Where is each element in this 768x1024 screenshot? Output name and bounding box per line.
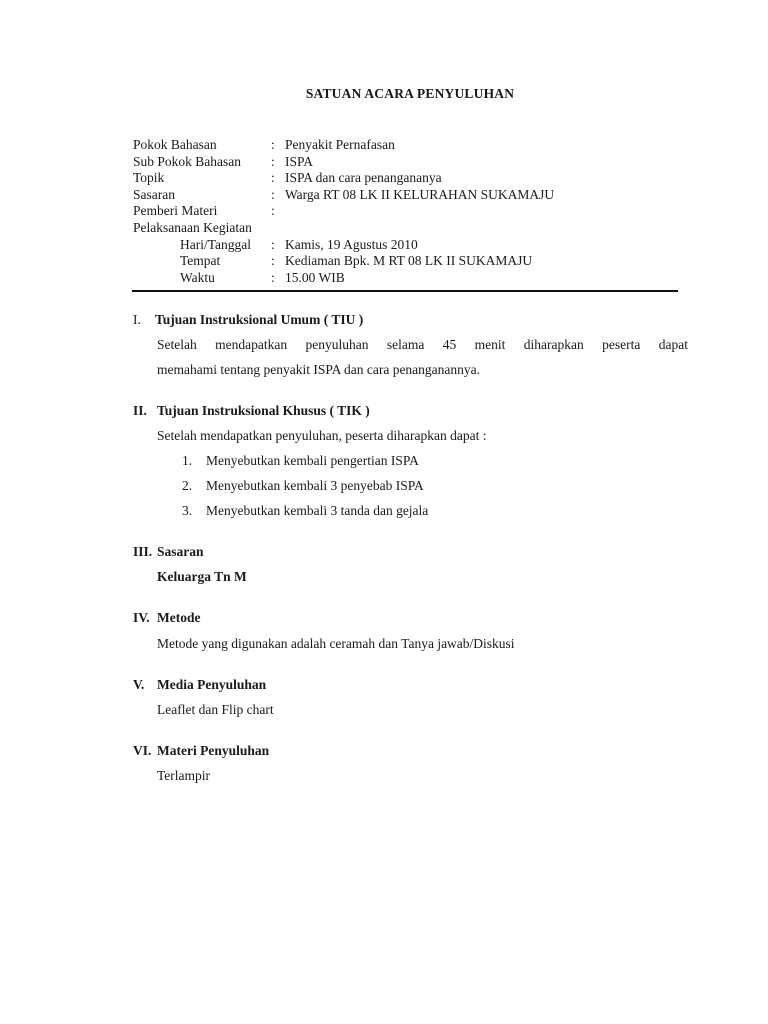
info-block xyxy=(133,137,554,286)
list-number: 3. xyxy=(182,503,193,518)
section-number: I. xyxy=(133,312,141,327)
info-label: Pelaksanaan Kegiatan xyxy=(133,219,252,235)
section-heading: Tujuan Instruksional Khusus ( TIK ) xyxy=(157,403,370,418)
document-title: SATUAN ACARA PENYULUHAN xyxy=(305,86,515,101)
section-number: III. xyxy=(133,544,153,559)
section-heading: Materi Penyuluhan xyxy=(157,743,270,758)
info-label: Hari/Tanggal xyxy=(180,236,252,252)
list-text: Menyebutkan kembali pengertian ISPA xyxy=(206,453,419,468)
info-label: Sasaran xyxy=(133,186,175,202)
info-row-sasaran xyxy=(133,187,554,204)
info-row-waktu xyxy=(133,270,554,287)
list-item xyxy=(182,453,419,469)
section-heading: Sasaran xyxy=(157,544,204,559)
section-materi-text: Terlampir xyxy=(157,768,211,783)
info-label: Pokok Bahasan xyxy=(133,137,217,152)
list-text: Menyebutkan kembali 3 penyebab ISPA xyxy=(206,478,424,493)
info-colon: : xyxy=(271,269,275,285)
info-row-pelaksanaan-kegiatan xyxy=(133,220,554,237)
section-number: II. xyxy=(133,403,147,418)
info-value: 15.00 WIB xyxy=(285,269,345,285)
info-colon: : xyxy=(271,236,275,252)
info-colon: : xyxy=(271,253,275,269)
info-label: Tempat xyxy=(180,253,221,269)
info-label: Sub Pokok Bahasan xyxy=(133,153,241,169)
info-value: Warga RT 08 LK II KELURAHAN SUKAMAJU xyxy=(285,186,555,202)
section-heading: Media Penyuluhan xyxy=(157,677,267,692)
list-item xyxy=(182,478,424,494)
section-heading: Tujuan Instruksional Umum ( TIU ) xyxy=(155,312,364,327)
info-value: Kamis, 19 Agustus 2010 xyxy=(285,236,418,252)
info-label: Pemberi Materi xyxy=(133,203,218,219)
section-materi-heading xyxy=(133,743,269,759)
section-media-heading xyxy=(133,677,266,693)
section-metode-heading xyxy=(133,610,200,626)
section-media-text: Leaflet dan Flip chart xyxy=(157,702,274,717)
info-row-sub-pokok-bahasan xyxy=(133,154,554,171)
list-text: Menyebutkan kembali 3 tanda dan gejala xyxy=(206,503,429,518)
section-sasaran-heading xyxy=(133,544,204,560)
info-colon: : xyxy=(271,203,275,219)
section-number: V. xyxy=(133,677,145,692)
section-tiu-line-2: memahami tentang penyakit ISPA dan cara penanganannya. xyxy=(157,362,481,377)
section-number: VI. xyxy=(133,743,152,758)
info-colon: : xyxy=(271,170,275,186)
info-label: Topik xyxy=(133,170,165,186)
section-tik-heading xyxy=(133,403,370,419)
info-value: ISPA xyxy=(285,153,314,169)
section-metode-text: Metode yang digunakan adalah ceramah dan Tanya jawab/Diskusi xyxy=(157,636,515,651)
info-colon: : xyxy=(271,153,275,169)
section-number: IV. xyxy=(133,610,150,625)
list-item xyxy=(182,503,428,519)
section-tiu-line-1: Setelah mendapatkan penyuluhan selama 45 menit diharapkan peserta dapat xyxy=(157,337,688,352)
list-number: 1. xyxy=(182,453,193,468)
info-value: Kediaman Bpk. M RT 08 LK II SUKAMAJU xyxy=(285,253,533,269)
list-number: 2. xyxy=(182,478,193,493)
info-label: Waktu xyxy=(180,269,215,285)
info-row-pemberi-materi xyxy=(133,203,554,220)
section-tik-intro: Setelah mendapatkan penyuluhan, peserta diharapkan dapat : xyxy=(157,428,487,443)
info-row-pokok-bahasan xyxy=(133,137,554,154)
info-row-tempat xyxy=(133,253,554,270)
section-sasaran-text: Keluarga Tn M xyxy=(157,569,247,584)
section-heading: Metode xyxy=(157,610,201,625)
info-row-hari-tanggal xyxy=(133,237,554,254)
info-colon: : xyxy=(271,137,275,152)
info-value: ISPA dan cara penangananya xyxy=(285,170,442,186)
info-colon: : xyxy=(271,186,275,202)
info-row-topik xyxy=(133,170,554,187)
section-tiu-heading xyxy=(133,312,363,328)
info-value: Penyakit Pernafasan xyxy=(285,137,395,152)
horizontal-divider xyxy=(132,290,678,292)
